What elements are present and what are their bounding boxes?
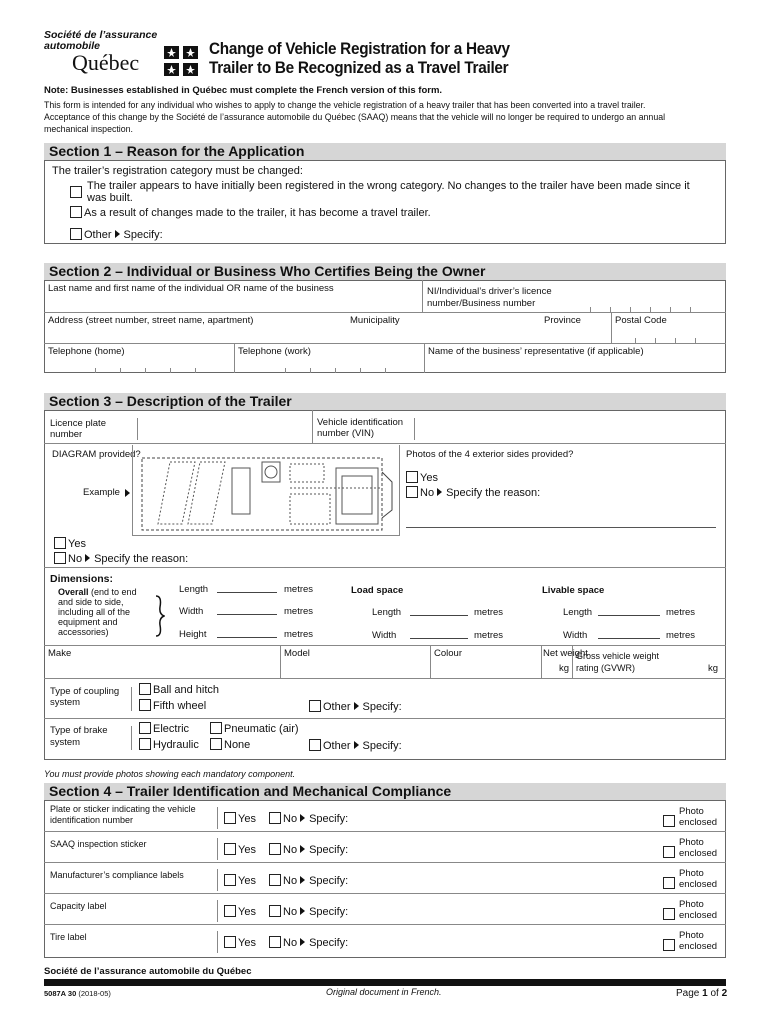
form-code-number: 5087A 30 (44, 989, 77, 998)
dimensions-label: Dimensions: (50, 573, 114, 585)
overall-brace-icon (155, 595, 165, 640)
checkbox-yes[interactable] (224, 936, 236, 948)
overall-bold: Overall (58, 587, 89, 597)
brake-label-1: Type of brake (50, 725, 108, 736)
brake-other-option[interactable] (309, 739, 402, 753)
province-field[interactable] (544, 327, 608, 341)
org-name-line1: Société de l’assurance (44, 29, 158, 41)
overall-description (58, 587, 137, 637)
example-label: Example (83, 487, 120, 498)
arrow-right-icon (125, 489, 130, 497)
arrow-right-icon (300, 814, 305, 822)
option-wrong-category-line2: was built. (87, 192, 133, 204)
livable-width-unit: metres (666, 630, 696, 641)
arrow-right-icon (115, 230, 120, 238)
section3-title: Section 3 – Description of the Trailer (44, 393, 726, 410)
footer-rule (44, 979, 726, 986)
no-label: No (283, 844, 298, 856)
overall-text-3: including all of the (58, 607, 131, 617)
municipality-label: Municipality (350, 315, 400, 326)
checkbox-no[interactable] (269, 843, 281, 855)
photos-no-label: No (420, 487, 435, 499)
coupling-label-2: system (50, 697, 81, 708)
coupling-ball-hitch-option[interactable] (139, 683, 219, 697)
gvwr-unit: kg (708, 663, 719, 674)
specify-label: Specify: (309, 813, 349, 825)
checkbox-yes[interactable] (224, 874, 236, 886)
overall-text-4: equipment and (58, 617, 118, 627)
diagram-yes-label: Yes (68, 538, 86, 550)
section4-row (44, 862, 726, 893)
photos-reason-field[interactable] (406, 527, 716, 528)
overall-length-field[interactable] (217, 584, 277, 593)
yes-label: Yes (238, 844, 256, 856)
original-note: Original document in French. (326, 987, 442, 997)
checkbox-hydraulic[interactable] (139, 738, 151, 750)
trailer-floorplan-diagram (140, 452, 396, 537)
checkbox-photo-enclosed[interactable] (663, 815, 675, 827)
section4-row (44, 924, 726, 955)
checkbox-no[interactable] (269, 874, 281, 886)
overall-height-label: Height (179, 629, 207, 640)
diagram-yes-option[interactable] (54, 537, 86, 551)
section1-option-other[interactable] (70, 228, 163, 242)
overall-text-5: accessories) (58, 627, 109, 637)
row-yes-option[interactable] (224, 936, 256, 950)
checkbox-electric[interactable] (139, 722, 151, 734)
colour-field[interactable] (434, 660, 538, 676)
photo-label-1: Photo (679, 899, 704, 910)
gvwr-label-1: Gross vehicle weight (576, 651, 660, 661)
section4-row (44, 831, 726, 862)
row-yes-option[interactable] (224, 843, 256, 857)
checkbox-diagram-yes[interactable] (54, 537, 66, 549)
specify-label: Specify: (309, 906, 349, 918)
electric-label: Electric (153, 723, 190, 735)
photo-label-2: enclosed (679, 879, 718, 890)
load-width-unit: metres (474, 630, 504, 641)
checkbox-fifth-wheel[interactable] (139, 699, 151, 711)
arrow-right-icon (354, 702, 359, 710)
row-label-1: Plate or sticker indicating the vehicle (50, 804, 196, 814)
option-wrong-category-line1: The trailer appears to have initially been registered in the wrong category. No changes to the trailer have been made since it (87, 180, 690, 192)
photo-label-1: Photo (679, 837, 704, 848)
arrow-right-icon (300, 845, 305, 853)
representative-field[interactable] (428, 358, 722, 372)
option-other-specify: Specify: (123, 229, 163, 241)
row-label-1: SAAQ inspection sticker (50, 839, 147, 849)
section1-title: Section 1 – Reason for the Application (44, 143, 726, 160)
livable-length-field[interactable] (598, 607, 660, 616)
owner-name-label: Last name and first name of the individual OR name of the business (48, 283, 334, 294)
overall-height-field[interactable] (217, 629, 277, 638)
hydraulic-label: Hydraulic (153, 739, 199, 751)
livable-length-label: Length (563, 607, 593, 618)
yes-label: Yes (238, 937, 256, 949)
ball-hitch-label: Ball and hitch (153, 684, 220, 696)
form-code-date: (2018-05) (78, 989, 111, 998)
brake-label-2: system (50, 737, 81, 748)
no-label: No (283, 937, 298, 949)
yes-label: Yes (238, 875, 256, 887)
page-prefix: Page (676, 988, 703, 999)
intro-note: Note: Businesses established in Québec must complete the French version of this form. (44, 85, 443, 96)
page-of: of (707, 988, 722, 999)
photo-label-2: enclosed (679, 817, 718, 828)
checkbox-ball-hitch[interactable] (139, 683, 151, 695)
vin-field[interactable] (418, 414, 722, 440)
livable-width-field[interactable] (598, 630, 660, 639)
load-length-unit: metres (474, 607, 504, 618)
row-no-option[interactable] (269, 812, 348, 826)
form-title-line2: Trailer to Be Recognized as a Travel Trailer (209, 58, 509, 77)
postal-code-label: Postal Code (615, 315, 667, 326)
arrow-right-icon (300, 907, 305, 915)
checkbox-no[interactable] (269, 905, 281, 917)
vin-label-2: number (VIN) (317, 428, 375, 439)
section4-row (44, 800, 726, 831)
diagram-specify-reason: Specify the reason: (94, 553, 189, 565)
photo-label-2: enclosed (679, 941, 718, 952)
photos-yes-option[interactable] (406, 471, 438, 485)
intro-line3: mechanical inspection. (44, 124, 133, 134)
checkbox-no[interactable] (269, 812, 281, 824)
checkbox-pneumatic[interactable] (210, 722, 222, 734)
coupling-other-option[interactable] (309, 700, 402, 714)
option-changes-made-label: As a result of changes made to the trailer, it has become a travel trailer. (84, 207, 431, 219)
option-other-label: Other (84, 229, 112, 241)
licence-plate-label-1: Licence plate (50, 418, 106, 429)
telephone-home-label: Telephone (home) (48, 346, 125, 357)
specify-label: Specify: (309, 937, 349, 949)
telephone-work-field[interactable] (238, 358, 420, 372)
diagram-no-option[interactable] (54, 552, 188, 566)
checkbox-no[interactable] (269, 936, 281, 948)
footer-org-name: Société de l’assurance automobile du Québec (44, 966, 252, 977)
brake-none-option[interactable] (210, 738, 250, 752)
photos-required-note: You must provide photos showing each mandatory component. (44, 769, 296, 779)
vin-label-1: Vehicle identification (317, 417, 404, 428)
row-yes-option[interactable] (224, 812, 256, 826)
quebec-logo-text: Québec (72, 50, 140, 75)
brake-hydraulic-option[interactable] (139, 738, 199, 752)
coupling-other-label: Other (323, 701, 351, 713)
overall-text-1: (end to end (88, 587, 137, 597)
coupling-other-specify: Specify: (362, 701, 402, 713)
diagram-provided-label: DIAGRAM provided? (52, 449, 141, 460)
checkbox-photo-enclosed[interactable] (663, 908, 675, 920)
livable-space-label: Livable space (542, 585, 605, 596)
owner-name-field[interactable] (48, 294, 418, 310)
pneumatic-label: Pneumatic (air) (224, 723, 299, 735)
checkbox-diagram-no[interactable] (54, 552, 66, 564)
licence-number-label-1: NI/Individual’s driver’s licence (427, 286, 552, 297)
brake-other-label: Other (323, 740, 351, 752)
row-yes-option[interactable] (224, 874, 256, 888)
overall-width-unit: metres (284, 606, 314, 617)
gvwr-label-2: rating (GVWR) (576, 663, 636, 673)
section4-row (44, 893, 726, 924)
photos-yes-label: Yes (420, 472, 438, 484)
overall-length-label: Length (179, 584, 209, 595)
arrow-right-icon (437, 488, 442, 496)
row-label-1: Manufacturer’s compliance labels (50, 870, 184, 880)
province-label: Province (544, 315, 581, 326)
row-no-option[interactable] (269, 936, 348, 950)
no-label: No (283, 875, 298, 887)
load-width-field[interactable] (410, 630, 468, 639)
checkbox-coupling-other[interactable] (309, 700, 321, 712)
overall-height-unit: metres (284, 629, 314, 640)
checkbox-yes[interactable] (224, 812, 236, 824)
row-no-option[interactable] (269, 905, 348, 919)
load-length-field[interactable] (410, 607, 468, 616)
row-label-1: Tire label (50, 932, 87, 942)
overall-width-label: Width (179, 606, 204, 617)
photos-specify-reason: Specify the reason: (446, 487, 541, 499)
overall-length-unit: metres (284, 584, 314, 595)
model-label: Model (284, 648, 310, 659)
checkbox-none[interactable] (210, 738, 222, 750)
checkbox-wrong-category[interactable] (70, 186, 82, 198)
section4-title: Section 4 – Trailer Identification and Mechanical Compliance (44, 783, 726, 800)
brake-other-specify: Specify: (362, 740, 402, 752)
section1-option-changes[interactable] (70, 206, 431, 220)
row-label-1: Capacity label (50, 901, 107, 911)
livable-width-label: Width (563, 630, 588, 641)
overall-width-field[interactable] (217, 606, 277, 615)
make-label: Make (48, 648, 72, 659)
arrow-right-icon (300, 938, 305, 946)
yes-label: Yes (238, 906, 256, 918)
none-label: None (224, 739, 251, 751)
page-number (676, 988, 727, 999)
model-field[interactable] (284, 660, 426, 676)
checkbox-photo-enclosed[interactable] (663, 939, 675, 951)
checkbox-photo-enclosed[interactable] (663, 846, 675, 858)
load-space-label: Load space (351, 585, 404, 596)
photos-provided-label: Photos of the 4 exterior sides provided? (406, 449, 574, 460)
telephone-home-field[interactable] (48, 358, 230, 372)
photo-label-1: Photo (679, 868, 704, 879)
diagram-no-label: No (68, 553, 83, 565)
postal-code-field[interactable] (615, 327, 723, 341)
fifth-wheel-label: Fifth wheel (153, 700, 207, 712)
row-label-2: identification number (50, 815, 134, 825)
form-title-line1: Change of Vehicle Registration for a Heavy (209, 39, 510, 58)
arrow-right-icon (300, 876, 305, 884)
brake-pneumatic-option[interactable] (210, 722, 299, 736)
net-weight-unit: kg (559, 663, 570, 674)
intro-line1: This form is intended for any individual who wishes to apply to change the vehicle registration of a heavy trailer that has been converted into a travel trailer. (44, 100, 646, 110)
licence-plate-field[interactable] (140, 414, 308, 440)
checkbox-brake-other[interactable] (309, 739, 321, 751)
checkbox-photo-enclosed[interactable] (663, 877, 675, 889)
photo-label-1: Photo (679, 806, 704, 817)
section2-title: Section 2 – Individual or Business Who Certifies Being the Owner (44, 263, 726, 280)
arrow-right-icon (85, 554, 90, 562)
org-name-line2: automobile (44, 40, 101, 52)
checkbox-photos-no[interactable] (406, 486, 418, 498)
livable-length-unit: metres (666, 607, 696, 618)
arrow-right-icon (354, 741, 359, 749)
row-no-option[interactable] (269, 874, 348, 888)
page-total: 2 (721, 988, 728, 999)
checkbox-other[interactable] (70, 228, 82, 240)
representative-label: Name of the business’ representative (if applicable) (428, 346, 644, 357)
specify-label: Specify: (309, 844, 349, 856)
net-weight-label: Net weight (543, 648, 588, 659)
overall-text-2: and side to side, (58, 597, 124, 607)
row-no-option[interactable] (269, 843, 348, 857)
photos-no-option[interactable] (406, 486, 540, 500)
checkbox-photos-yes[interactable] (406, 471, 418, 483)
intro-line2: Acceptance of this change by the Société de l’assurance automobile du Québec (SAAQ) means that the vehicle will no longer be required to undergo an annual (44, 112, 666, 122)
colour-label: Colour (434, 648, 462, 659)
load-length-label: Length (372, 607, 402, 618)
specify-label: Specify: (309, 875, 349, 887)
brake-electric-option[interactable] (139, 722, 189, 736)
checkbox-yes[interactable] (224, 843, 236, 855)
form-code (44, 989, 111, 998)
checkbox-yes[interactable] (224, 905, 236, 917)
photo-label-2: enclosed (679, 848, 718, 859)
coupling-label-1: Type of coupling (50, 686, 120, 697)
licence-plate-label-2: number (50, 429, 83, 440)
yes-label: Yes (238, 813, 256, 825)
municipality-field[interactable] (350, 327, 530, 341)
row-yes-option[interactable] (224, 905, 256, 919)
make-field[interactable] (48, 660, 276, 676)
checkbox-changes-made[interactable] (70, 206, 82, 218)
load-width-label: Width (372, 630, 397, 641)
address-label: Address (street number, street name, apartment) (48, 315, 254, 326)
fleur-de-lis-flag-icon (164, 46, 198, 79)
telephone-work-label: Telephone (work) (238, 346, 311, 357)
photo-label-2: enclosed (679, 910, 718, 921)
page-current: 1 (702, 988, 708, 999)
licence-number-label-2: number/Business number (427, 298, 536, 309)
no-label: No (283, 906, 298, 918)
photo-label-1: Photo (679, 930, 704, 941)
no-label: No (283, 813, 298, 825)
section1-lead: The trailer’s registration category must be changed: (52, 165, 303, 177)
coupling-fifth-wheel-option[interactable] (139, 699, 206, 713)
address-field[interactable] (48, 327, 338, 341)
